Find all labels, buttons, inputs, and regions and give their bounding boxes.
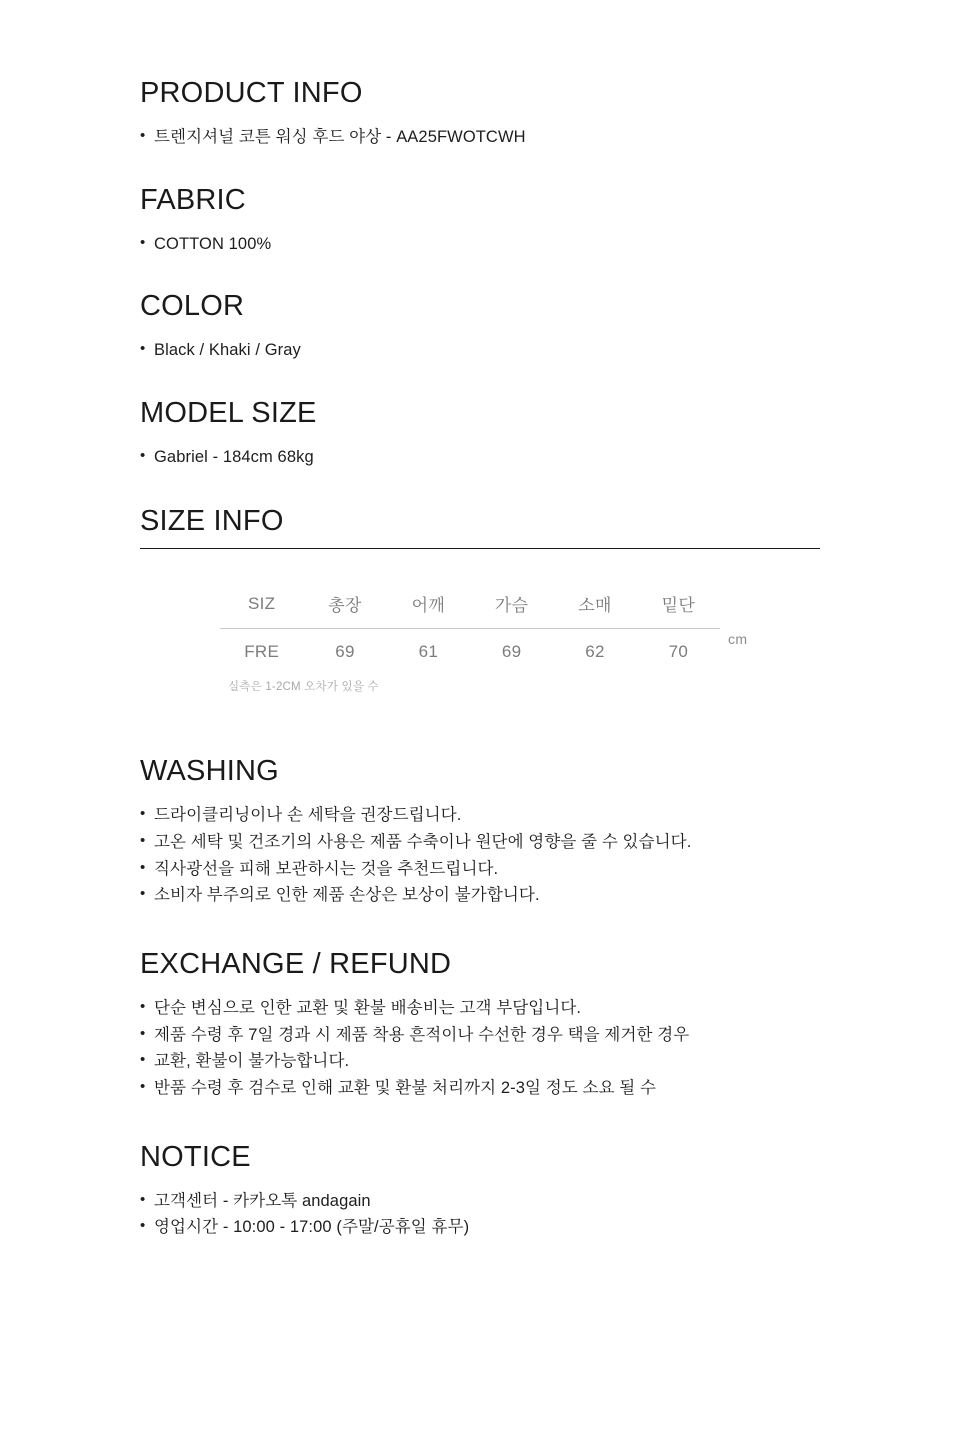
notice-heading: NOTICE bbox=[140, 1140, 251, 1173]
color-heading: COLOR bbox=[140, 290, 245, 323]
section-product-info bbox=[140, 78, 820, 151]
list-item: • 반품 수령 후 검수로 인해 교환 및 환불 처리까지 2-3일 정도 소요 될 수 bbox=[140, 1075, 820, 1102]
model-size-list bbox=[140, 444, 820, 471]
exchange-refund-list bbox=[140, 995, 820, 1102]
list-item: • 교환, 환불이 불가능합니다. bbox=[140, 1048, 820, 1075]
list-item: • 소비자 부주의로 인한 제품 손상은 보상이 불가합니다. bbox=[140, 882, 820, 909]
product-info-list bbox=[140, 124, 820, 151]
section-model-size bbox=[140, 398, 820, 471]
column-header-hem: 밑단 bbox=[637, 585, 720, 629]
size-table bbox=[220, 585, 720, 672]
size-info-divider bbox=[140, 548, 820, 549]
color-list bbox=[140, 337, 820, 364]
list-item: • 제품 수령 후 7일 경과 시 제품 착용 흔적이나 수선한 경우 택을 제거한 경우 bbox=[140, 1022, 820, 1049]
list-item: • 영업시간 - 10:00 - 17:00 (주말/공휴일 휴무) bbox=[140, 1214, 820, 1241]
cell-chest: 69 bbox=[501, 642, 522, 662]
column-header-chest: 가슴 bbox=[470, 585, 553, 629]
list-item: • 직사광선을 피해 보관하시는 것을 추천드립니다. bbox=[140, 856, 820, 883]
list-item: • Gabriel - 184cm 68kg bbox=[140, 444, 820, 471]
list-item: • 트렌지셔널 코튼 워싱 후드 야상 - AA25FWOTCWH bbox=[140, 124, 820, 151]
cell-total-length: 69 bbox=[335, 642, 355, 662]
spacer bbox=[140, 694, 820, 756]
section-exchange-refund bbox=[140, 949, 820, 1102]
table-row bbox=[220, 629, 720, 673]
cell-hem: 70 bbox=[668, 642, 689, 662]
list-item: • 고온 세탁 및 건조기의 사용은 제품 수축이나 원단에 영향을 줄 수 있습니다. bbox=[140, 829, 820, 856]
section-fabric bbox=[140, 185, 820, 258]
notice-list bbox=[140, 1188, 820, 1241]
column-header-shoulder: 어깨 bbox=[387, 585, 470, 629]
section-size-info bbox=[140, 506, 820, 756]
list-item: • COTTON 100% bbox=[140, 231, 820, 258]
column-header-sleeve: 소매 bbox=[553, 585, 636, 629]
list-item: • 단순 변심으로 인한 교환 및 환불 배송비는 고객 부담입니다. bbox=[140, 995, 820, 1022]
cell-sleeve: 62 bbox=[585, 642, 605, 662]
exchange-refund-heading: EXCHANGE / REFUND bbox=[140, 948, 452, 981]
model-size-heading: MODEL SIZE bbox=[140, 396, 317, 429]
product-info-heading: PRODUCT INFO bbox=[140, 77, 363, 109]
list-item: • Black / Khaki / Gray bbox=[140, 337, 820, 364]
section-washing bbox=[140, 756, 820, 909]
list-item: • 드라이클리닝이나 손 세탁을 권장드립니다. bbox=[140, 802, 820, 829]
list-item: • 고객센터 - 카카오톡 andagain bbox=[140, 1188, 820, 1215]
column-header-siz: SIZ bbox=[220, 585, 303, 629]
size-info-header bbox=[140, 506, 820, 549]
table-header-row bbox=[220, 585, 720, 629]
size-table-container bbox=[220, 585, 748, 694]
fabric-heading: FABRIC bbox=[140, 183, 246, 216]
size-info-heading: SIZE INFO bbox=[140, 505, 284, 538]
cell-size: FRE bbox=[244, 642, 280, 662]
washing-list bbox=[140, 802, 820, 909]
section-notice bbox=[140, 1142, 820, 1241]
cell-shoulder: 61 bbox=[418, 642, 439, 662]
fabric-list bbox=[140, 231, 820, 258]
size-unit-label: cm bbox=[728, 631, 748, 648]
washing-heading: WASHING bbox=[140, 755, 279, 788]
size-tolerance-note: 실측은 1-2CM 오차가 있을 수 bbox=[228, 681, 379, 694]
section-color bbox=[140, 291, 820, 364]
column-header-total-length: 총장 bbox=[303, 585, 386, 629]
